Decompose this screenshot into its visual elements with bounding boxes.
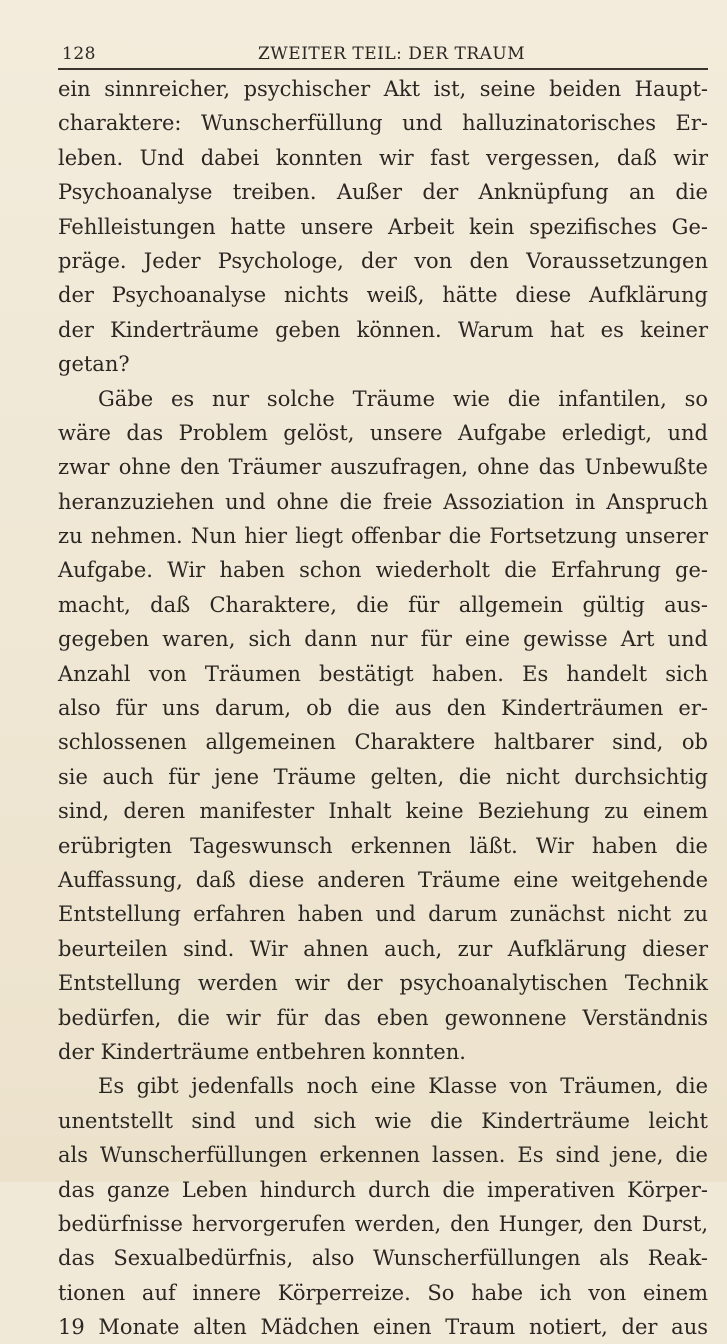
text-line: das ganze Leben hindurch durch die imperativen Körper- xyxy=(58,1177,708,1202)
text-line: Psychoanalyse treiben. Außer der Anknüpfung an die xyxy=(58,180,708,205)
text-line: sie auch für jene Träume gelten, die nicht durchsichtig xyxy=(58,764,708,789)
text-line: der Psychoanalyse nichts weiß, hätte diese Aufklärung xyxy=(58,283,708,308)
text-line: gegeben waren, sich dann nur für eine gewisse Art und xyxy=(58,627,708,652)
text-line: zu nehmen. Nun hier liegt offenbar die Fortsetzung unserer xyxy=(58,524,708,549)
text-line: macht, daß Charaktere, die für allgemein gültig aus- xyxy=(58,592,708,617)
text-line: Entstellung erfahren haben und darum zunächst nicht zu xyxy=(58,902,708,927)
text-line: tionen auf innere Körperreize. So habe ich von einem xyxy=(58,1280,708,1305)
text-line: Anzahl von Träumen bestätigt haben. Es handelt sich xyxy=(58,661,708,686)
text-line: präge. Jeder Psychologe, der von den Voraussetzungen xyxy=(58,248,708,273)
text-line: das Sexualbedürfnis, also Wunscherfüllungen als Reak- xyxy=(58,1246,708,1271)
text-line: zwar ohne den Träumer auszufragen, ohne das Unbewußte xyxy=(58,455,708,480)
text-line: wäre das Problem gelöst, unsere Aufgabe erledigt, und xyxy=(58,420,708,445)
body-text xyxy=(58,72,708,1344)
text-line: als Wunscherfüllungen erkennen lassen. Es sind jene, die xyxy=(58,1143,708,1168)
text-line: bedürfnisse hervorgerufen werden, den Hunger, den Durst, xyxy=(58,1211,708,1236)
text-line: der Kinderträume entbehren konnten. xyxy=(58,1039,466,1064)
text-line: erübrigten Tageswunsch erkennen läßt. Wir haben die xyxy=(58,833,708,858)
text-line: Entstellung werden wir der psychoanalytischen Technik xyxy=(58,971,708,996)
text-line: heranzuziehen und ohne die freie Assoziation in Anspruch xyxy=(58,489,708,514)
text-line: getan? xyxy=(58,352,130,377)
text-line: Aufgabe. Wir haben schon wiederholt die Erfahrung ge- xyxy=(58,558,708,583)
text-line: Gäbe es nur solche Träume wie die infantilen, so xyxy=(98,386,708,411)
text-line: Fehlleistungen hatte unsere Arbeit kein spezifisches Ge- xyxy=(58,214,708,239)
running-head: ZWEITER TEIL: DER TRAUM xyxy=(258,44,526,64)
text-line: Auffassung, daß diese anderen Träume eine weitgehende xyxy=(58,867,708,892)
header-rule xyxy=(58,68,708,70)
text-line: unentstellt sind und sich wie die Kinderträume leicht xyxy=(58,1108,708,1133)
text-line: ein sinnreicher, psychischer Akt ist, seine beiden Haupt- xyxy=(58,77,708,101)
text-line: Es gibt jedenfalls noch eine Klasse von Träumen, die xyxy=(98,1074,708,1099)
text-line: sind, deren manifester Inhalt keine Beziehung zu einem xyxy=(58,799,708,824)
text-line: leben. Und dabei konnten wir fast vergessen, daß wir xyxy=(58,145,708,170)
text-line: also für uns darum, ob die aus den Kinderträumen er- xyxy=(58,696,708,721)
text-line: charaktere: Wunscherfüllung und halluzinatorisches Er- xyxy=(58,111,708,136)
text-line: bedürfen, die wir für das eben gewonnene Verständnis xyxy=(58,1005,708,1030)
text-line: schlossenen allgemeinen Charaktere haltbarer sind, ob xyxy=(58,730,708,755)
text-line: der Kinderträume geben können. Warum hat es keiner xyxy=(58,317,708,342)
page-number: 128 xyxy=(62,44,96,64)
text-line: beurteilen sind. Wir ahnen auch, zur Aufklärung dieser xyxy=(58,936,708,961)
text-line: 19 Monate alten Mädchen einen Traum notiert, der aus xyxy=(58,1315,708,1340)
